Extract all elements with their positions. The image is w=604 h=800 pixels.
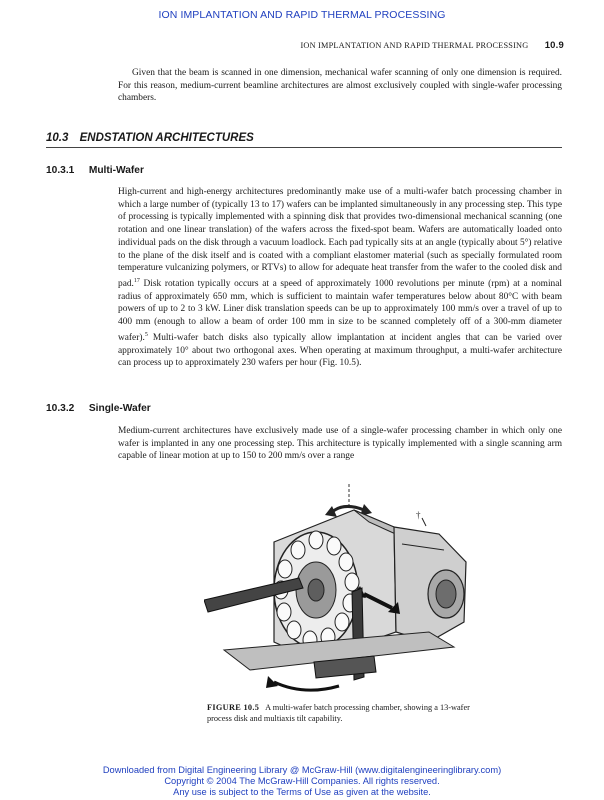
rotation-arrow-icon — [332, 506, 364, 512]
section-heading — [46, 132, 562, 148]
batch-chamber-drawing — [204, 482, 479, 702]
figure-illustration — [204, 482, 479, 702]
section-title: ENDSTATION ARCHITECTURES — [79, 132, 254, 144]
section-number: 10.3 — [46, 132, 69, 144]
running-head — [300, 40, 564, 51]
running-head-title: ION IMPLANTATION AND RAPID THERMAL PROCESSING — [300, 41, 529, 50]
footer-line-2: Copyright © 2004 The McGraw-Hill Companies. All rights reserved. — [164, 775, 440, 786]
subsection-number: 10.3.2 — [46, 403, 75, 414]
footer-line-3: Any use is subject to the Terms of Use as given at the website. — [173, 786, 431, 797]
single-wafer-paragraph: Medium-current architectures have exclusively made use of a single-wafer processing chamber in which only one wafer is implanted in any one processing step. This architecture is typically implemented with a single scanning arm capable of linear motion at up to 150 to 200 mm/s over a range — [118, 426, 562, 462]
top-banner: ION IMPLANTATION AND RAPID THERMAL PROCESSING — [158, 9, 446, 21]
multi-wafer-paragraph — [118, 186, 562, 370]
intro-paragraph: Given that the beam is scanned in one dimension, mechanical wafer scanning of only one dimension is required. For this reason, medium-current beamline architectures are almost exclusively coupled with single-wafer processing chambers. — [118, 68, 562, 104]
reference-superscript: 5 — [144, 331, 148, 338]
pivot-mark: † — [416, 510, 421, 520]
paragraph-text-c: Multi-wafer batch disks also typically allow implantation at incident angles that can be varied over approximately 10° about two orthogonal axes. When operating at maximum throughput, a multi-wafer architecture can process up to approximately 230 wafers per hour (Fig. 10.5). — [118, 332, 562, 369]
footer — [0, 765, 604, 797]
paragraph-text-a: High-current and high-energy architectures predominantly make use of a multi-wafer batch processing chamber in which a large number of (typically 13 to 17) wafers can be implanted simultaneously in any processing step. This type of processing is typically implemented with a spinning disk that provides two-dimensional mechanical scanning (one rotation and one linear translation) of the wafers across the fixed-spot beam. Wafers are automatically loaded onto individual pads on the disk through a vacuum loadlock. Each pad typically sits at an angle (typically about 5°) relative to the plane of the disk itself and is coated with a compliant elastomer material (such as specially formulated room temperature vulcanizing polymers, or RTVs) to allow for adequate heat transfer from the wafer to the cooled disk and pad. — [118, 187, 562, 290]
reference-superscript: 17 — [133, 277, 140, 284]
figure-label: FIGURE 10.5 — [207, 703, 260, 712]
marker-line — [422, 518, 426, 526]
subsection-title: Single-Wafer — [88, 403, 151, 414]
figure-caption-text: A multi-wafer batch processing chamber, showing a 13-wafer process disk and multiaxis tilt capability. — [207, 703, 470, 723]
subsection-heading-single-wafer — [46, 403, 151, 414]
footer-line-1: Downloaded from Digital Engineering Library @ McGraw-Hill (www.digitalengineeringlibrary.com) — [102, 765, 502, 775]
port-opening — [436, 580, 456, 608]
subsection-heading-multi-wafer — [46, 165, 144, 176]
subsection-number: 10.3.1 — [46, 165, 75, 176]
page-number: 10.9 — [544, 40, 564, 51]
figure-caption — [207, 703, 487, 724]
paragraph-text-b: Disk rotation typically occurs at a speed of approximately 1000 revolutions per minute (rpm) at a nominal radius of approximately 650 mm, which is sufficient to maintain wafer temperatures below about 80°C with beam powers of up to 2 to 3 kW. Liner disk translation speeds can be up to approximately 100 mm/s over a travel of up to 400 mm (enough to allow a beam of order 100 mm in size to be scanned completely off of a 300-mm diameter wafer). — [118, 279, 562, 343]
bottom-rotation-arrow-icon — [274, 682, 339, 690]
subsection-title: Multi-Wafer — [88, 165, 144, 176]
hub-center — [308, 579, 324, 601]
